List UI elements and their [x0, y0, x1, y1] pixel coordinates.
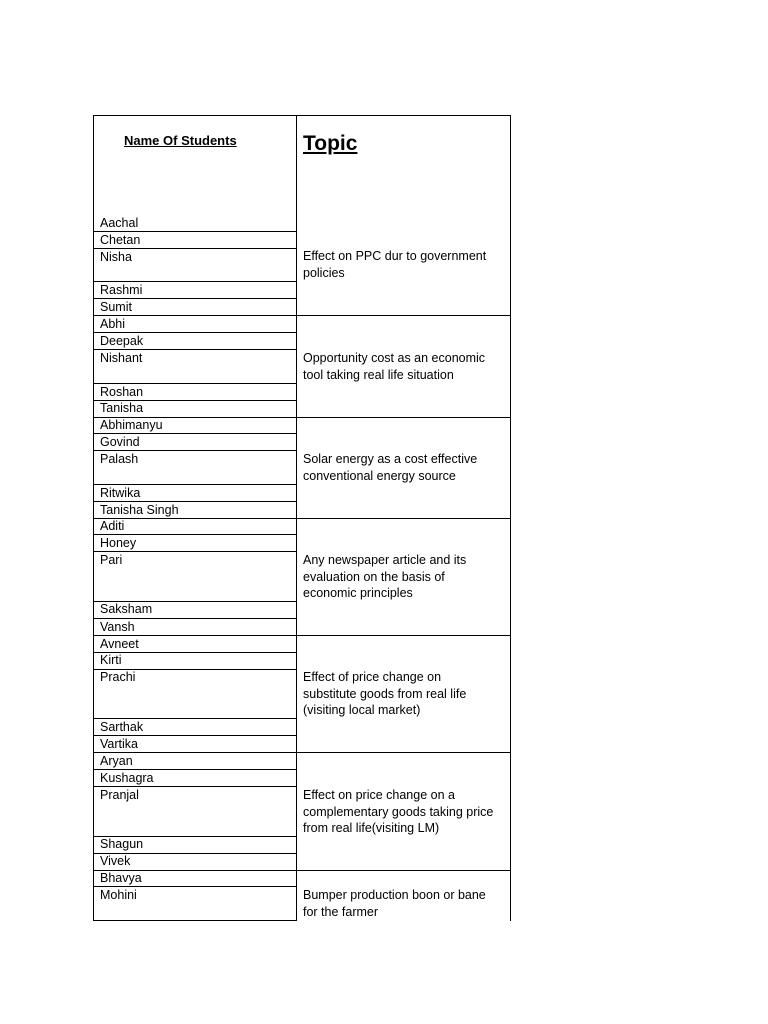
student-name[interactable]: Avneet: [100, 637, 139, 651]
student-name[interactable]: Deepak: [100, 334, 144, 348]
student-name[interactable]: Honey: [100, 536, 137, 550]
topic-line: Bumper production boon or bane: [303, 888, 486, 902]
topic-line: evaluation on the basis of: [303, 569, 445, 584]
topic-line: Effect of price change on: [303, 670, 442, 684]
topic-line: Effect on PPC dur to government: [303, 249, 487, 263]
topic-line: Any newspaper article and its: [303, 553, 467, 567]
row-divider: [93, 920, 297, 921]
topic-cell[interactable]: [303, 669, 508, 719]
student-name[interactable]: Ritwika: [100, 486, 141, 500]
topic-cell[interactable]: [303, 451, 508, 484]
group-divider: [93, 518, 511, 519]
student-name[interactable]: Vansh: [100, 620, 135, 634]
student-name[interactable]: Nishant: [100, 351, 143, 365]
student-name[interactable]: Aryan: [100, 754, 133, 768]
topic-cell[interactable]: [303, 887, 508, 920]
topic-line: Solar energy as a cost effective: [303, 452, 478, 466]
topic-line: for the farmer: [303, 904, 379, 919]
topic-line: economic principles: [303, 586, 413, 600]
student-name[interactable]: Mohini: [100, 888, 137, 902]
topic-line: substitute goods from real life: [303, 686, 467, 701]
topic-line: conventional energy source: [303, 468, 456, 483]
student-name[interactable]: Shagun: [100, 837, 144, 851]
student-name[interactable]: Govind: [100, 435, 140, 449]
student-name[interactable]: Aachal: [100, 216, 139, 230]
topic-line: (visiting local market): [303, 703, 421, 717]
student-name[interactable]: Rashmi: [100, 283, 143, 297]
header-name-of-students[interactable]: Name Of Students: [124, 133, 237, 148]
student-name[interactable]: Bhavya: [100, 871, 142, 885]
topic-cell[interactable]: [303, 350, 508, 383]
student-name[interactable]: Palash: [100, 452, 139, 466]
topic-line: complementary goods taking price: [303, 804, 494, 819]
row-divider: [93, 652, 297, 653]
student-name[interactable]: Tanisha Singh: [100, 503, 179, 517]
topic-line: policies: [303, 265, 345, 280]
group-divider: [93, 635, 511, 636]
header-topic[interactable]: Topic: [303, 132, 358, 155]
student-name[interactable]: Abhi: [100, 317, 126, 331]
student-name[interactable]: Chetan: [100, 233, 141, 247]
group-divider: [93, 752, 511, 753]
student-name[interactable]: Tanisha: [100, 401, 144, 415]
student-name[interactable]: Pari: [100, 553, 123, 567]
group-divider: [93, 315, 511, 316]
group-divider: [93, 870, 511, 871]
topic-line: Effect on price change on a: [303, 788, 455, 802]
student-name[interactable]: Sumit: [100, 300, 132, 314]
student-name[interactable]: Saksham: [100, 602, 153, 616]
student-name[interactable]: Aditi: [100, 519, 125, 533]
student-name[interactable]: Sarthak: [100, 720, 144, 734]
student-name[interactable]: Pranjal: [100, 788, 139, 802]
student-name[interactable]: Nisha: [100, 250, 132, 264]
topic-line: tool taking real life situation: [303, 367, 454, 382]
topic-cell[interactable]: [303, 552, 508, 602]
student-name[interactable]: Vivek: [100, 854, 131, 868]
topic-cell[interactable]: [303, 248, 508, 281]
student-name[interactable]: Kirti: [100, 653, 122, 667]
topic-line: from real life(visiting LM): [303, 821, 440, 835]
student-name[interactable]: Vartika: [100, 737, 138, 751]
row-divider: [93, 551, 297, 552]
topic-cell[interactable]: [303, 787, 508, 837]
student-name[interactable]: Abhimanyu: [100, 418, 163, 432]
topic-line: Opportunity cost as an economic: [303, 351, 486, 365]
student-name[interactable]: Kushagra: [100, 771, 154, 785]
student-name[interactable]: Prachi: [100, 670, 136, 684]
student-name[interactable]: Roshan: [100, 385, 144, 399]
